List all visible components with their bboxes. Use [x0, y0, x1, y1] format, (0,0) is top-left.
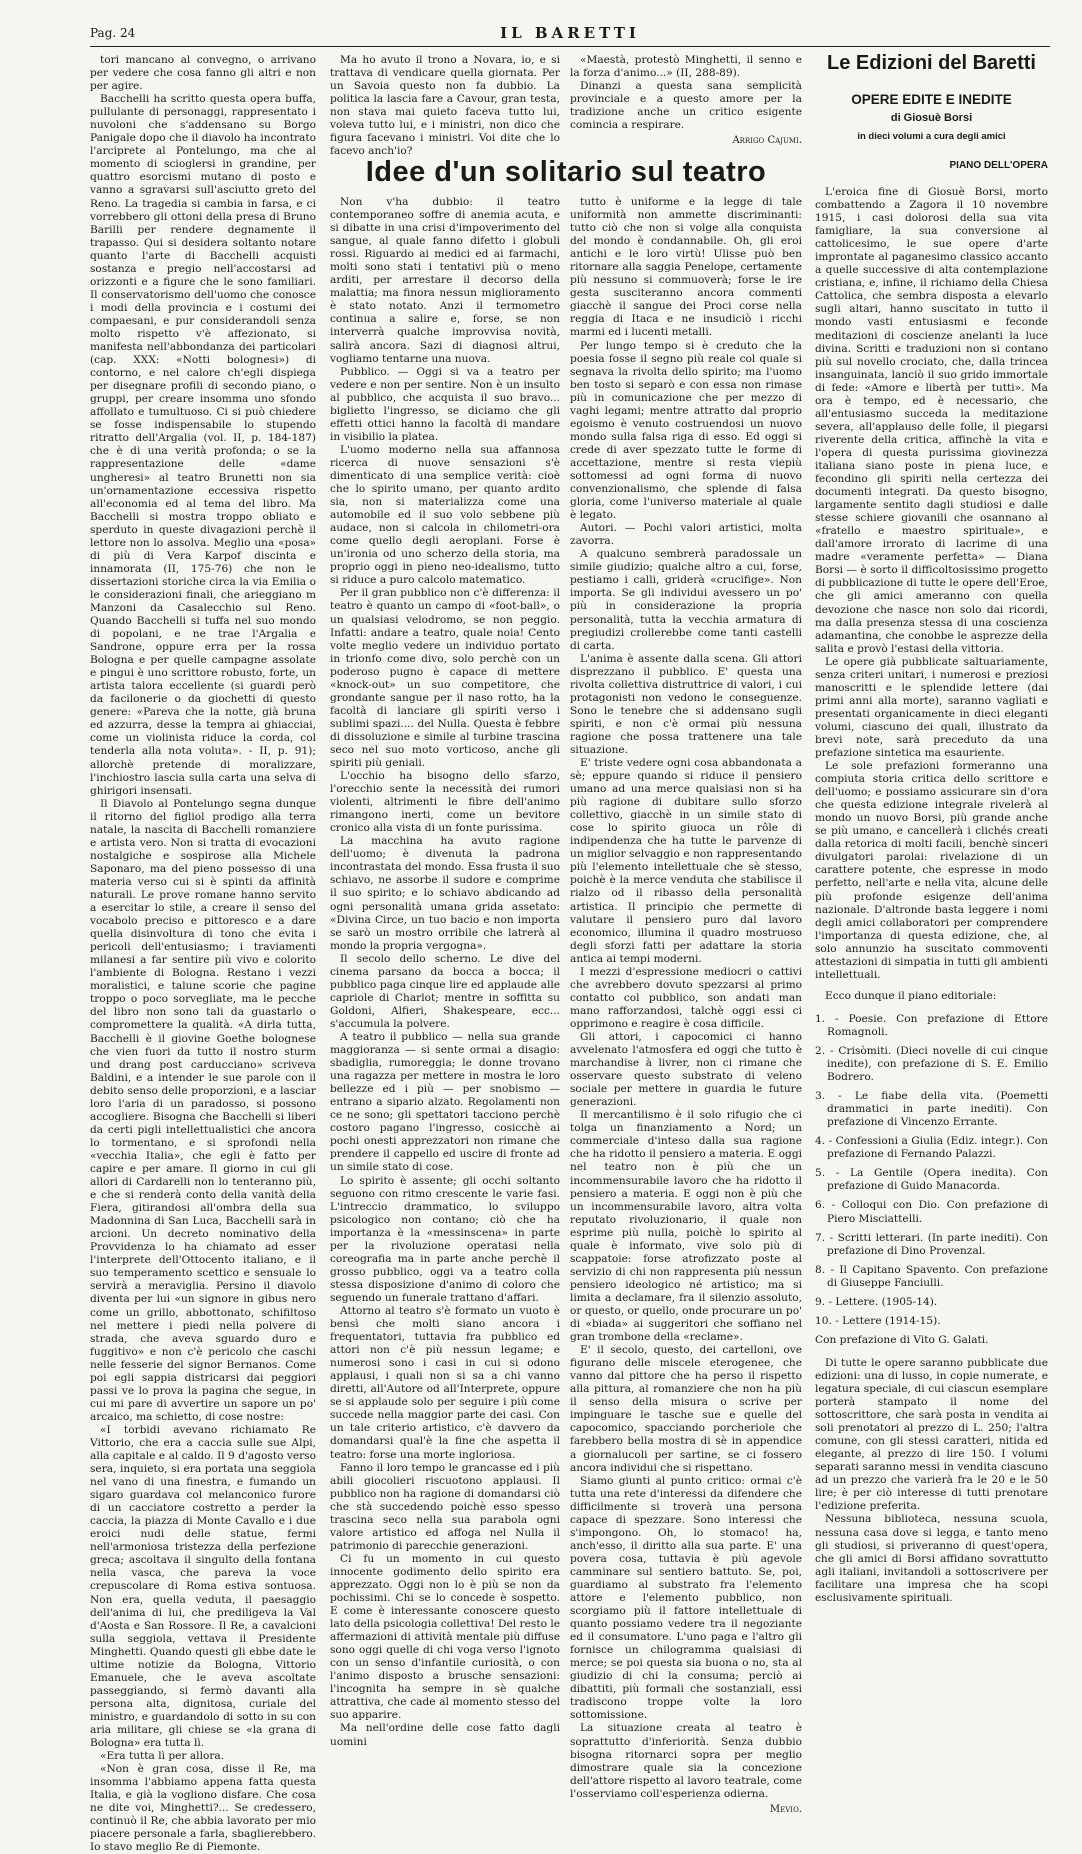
col1-paragraph: «Non è gran cosa, disse il Re, ma insomma l'abbiamo appena fatta questa Italia, e già la vogliono disfare. Che cosa ne dite voi, Minghetti?... Se credessero, continuò il Re, che abbia lavorato per mio piacere personale a farla, sbaglierebbero. Io stavo meglio Re di Piemonte.: [90, 1763, 316, 1854]
col1-paragraph: «I torbidi avevano richiamato Re Vittorio, che era a caccia sulle sue Alpi, alla capitale e al caldo. Il 9 d'agosto verso sera, inquieto, si era portata una seggiola nel vano di una finestra, e fumando un sigaro guardava col melanconico furore di un cacciatore costretto a perder la caccia, la piazza di Monte Cavallo e i due eroici nudi delle statue, fermi nell'armoniosa tristezza della perfezione greca; ascoltava il singulto della fontana nella vasca, che pareva la voce crepuscolare di Roma estiva sontuosa. Non era, quella veduta, il paesaggio dell'anima di lui, che prediligeva la Val d'Aosta e San Rossore. Il Re, a cavalcioni sulla seggiola, vettava il Presidente Minghetti. Quando questi gli ebbe date le ultime notizie da Bologna, Vittorio Emanuele, che le aveva ascoltate passeggiando, si fermò davanti alla persona alta, dignitosa, curiale del ministro, e guardandolo di sotto in su con aria militare, gli chiese se «la grana di Bologna» era tutta lì.: [90, 1423, 316, 1750]
col1-paragraph: Il Diavolo al Pontelungo segna dunque il ritorno del figliol prodigo alla terra natale, la nascita di Bacchelli romanziere e artista vero. Non si tratta di evocazioni nostalgiche e sospirose alla Michele Saponaro, ma del pieno possesso di una materia verso cui si è spinti da affinità naturali. Le prove romane hanno servito a esercitar lo stile, a creare il senso del vocabolo preciso e pittoresco e a dare quella disinvoltura di tono che evita i pericoli dell'entusiasmo; i traviamenti milanesi a far sentire più vivo e colorito l'ambiente di Bologna. Restano i vezzi moralistici, e talune scorie che pagine troppo o poco sorvegliate, ma le pecche del libro non sono tali da guastarlo o compromettere la qualità. «A dirla tutta, Bacchelli è il giovine Goethe bolognese che vien fuori da tutto il nostro sturm und drang post carducciano» scriveva Baldini, e a intender le sue parole con il debito senso delle proporzioni, e a lasciar loro l'aria di un paradosso, si possono accogliere. Bisogna che Bacchelli si liberi da certi pigli intellettualistici che ancora lo tormentano, e si sprofondi nella «vecchia Italia», che egli è fatto per capire e per amare. Il giorno in cui gli allori di Cardarelli non lo tenteranno più, e che si renderà conto della vanità della Fiera, gitirandosi all'ombra della sua Madonnina di San Luca, Bacchelli sarà in arcioni. Un decreto nominativo della Provvidenza lo ha chiamato ad esser l'interprete dell'Ottocento italiano, e il suo temperamento scettico e sensuale lo servirà a meraviglia. Persino il diavolo diventa per lui «un signore in gibus nero come un grillo, abbottonato, schifiltoso nel mettere i piedi nella polvere di strada, che aveva sguardo duro e fuggitivo» e non c'è pericolo che caschi nelle fesserie del signor Bernanos. Come poi egli sappia districarsi dai peggiori passi ve lo prova la pagina che segue, in cui mi pare di avvertire un sapore un po' arcaico, ma schietto, di cose nostre:: [90, 797, 316, 1423]
column-3-review-end: [570, 54, 802, 147]
article-paragraph: Siamo giunti al punto critico: ormai c'è tutta una rete d'interessi da difendere che difficilmente si troverà una persona capace di spezzare. Sono interessi che s'impongono. Oh, lo stomaco! ha, anch'esso, il diritto alla sua parte. E' una povera cosa, tuttavia è più agevole camminare sul sentiero battuto. Se, poi, guardiamo al substrato fra l'elemento attore e l'elemento pubblico, non scorgiamo più il fattore intellettuale di quanto possiamo vedere tra il negoziante ed il consumatore. L'uno paga e l'altro gli fornisce un chilogramma qualsiasi di merce; se poi questa sia buona o no, sta al giudizio di chi la consuma; perciò ai dibattiti, più formali che sostanziali, essi tradiscono troppe volte la loro sottomissione.: [570, 1474, 802, 1722]
volume-item: 2. - Crisòmiti. (Dieci novelle di cui cinque inedite), con prefazione di S. E. Emilio Bodrero.: [815, 1045, 1048, 1084]
column-1-review-continuation: [90, 54, 316, 1854]
article-paragraph: La situazione creata al teatro è soprattutto d'inferiorità. Senza dubbio bisogna ritornarci sopra per meglio dimostrare quale sia la concezione dell'attore rispetto al lavoro teatrale, come l'osserviamo coll'esperienza odierna.: [570, 1722, 802, 1800]
article-column-left: [330, 196, 560, 1748]
edizioni-subtitle: OPERE EDITE E INEDITE: [851, 92, 1012, 107]
edizioni-title: Le Edizioni del Baretti: [827, 52, 1036, 74]
article-paragraph: Lo spirito è assente; gli occhi soltanto seguono con ritmo crescente le varie fasi. L'intreccio drammatico, lo sviluppo psicologico non contano; ciò che ha importanza è la «messinscena» in parte per la rivoluzione operatasi nella coreografia ma in parte anche perchè il grosso pubblico, oggi va a teatro colla stessa disposizione d'animo di coloro che seguendo un funerale trattano d'affari.: [330, 1174, 560, 1304]
article-paragraph: La macchina ha avuto ragione dell'uomo; è divenuta la padrona incontrastata del mondo. Essa frusta il suo schiavo, ne assorbe il sudore e comprime il suo spirito; e lo schiavo abdicando ad ogni personalità umana grida assetato: «Divina Circe, un tuo bacio e non importa se sarò un mostro orribile che latrerà al mondo la propria vergogna».: [330, 835, 560, 952]
article-paragraph: Autori. — Pochi valori artistici, molta zavorra.: [570, 522, 802, 548]
article-paragraph: Ci fu un momento in cui questo innocente godimento dello spirito era apprezzato. Oggi non lo è più se non da pochissimi. Chi se lo concede è sospetto. E come è interessante conoscere questo lato della psicologia collettiva! Del resto le affermazioni di attività mentale più diffuse sono oggi quelle di chi voga verso l'ignoto con un senso d'infantile curiosità, o con l'animo disposto a brusche sensazioni: l'incognita ha sempre in sè qualche attrattiva, che cade al momento stesso del suo apparire.: [330, 1552, 560, 1722]
column-2-review-continuation: [330, 54, 560, 158]
article-paragraph: A teatro il pubblico — nella sua grande maggioranza — si sente ormai a disagio: sbadiglia, rumoreggia; le donne trovano una ragazza per mettere in mostra le loro bellezze ed i più — per snobismo — entrano a sipario alzato. Regolamenti non ce ne sono; gli spettatori tacciono perchè costoro pagano l'ingresso, cosicchè ai pochi onesti apprezzatori non rimane che prendere il cappello ed uscire di fronte ad un simile stato di cose.: [330, 1031, 560, 1174]
article-paragraph: Il mercantilismo è il solo rifugio che ci tolga un finanziamento a Nord; un commerciale d'inteso dalla sua ragione che ha ridotto il pensiero a materia. E oggi nel teatro non è più che un incommensurabile lavoro che ha ridotto il pensiero a materia. E oggi non è più che un incommensurabile lavoro, altra volta reputato rivoluzionario, il quale non esprime più nulla, poichè lo spirito al quale è informato, vive solo più di scappatoie: forse atrofizzato poste al servizio di chi non rappresenta più nessun pensiero ideologico né artistico; ma si limita a declamare, fra il silenzio assoluto, or questo, or quello, onde procurare un po' di «biada» ai suggeritori che soffiano nel gran trombone della «reclame».: [570, 1109, 802, 1344]
page-header: [90, 24, 1050, 47]
edizioni-paragraph: Le opere già pubblicate saltuariamente, senza criteri unitari, i numerosi e preziosi manoscritti e le splendide lettere (dai primi anni alla morte), saranno vagliati e presentati organicamente in dieci eleganti volumi, ciascuno dei quali, illustrato da brevi note, sarà preceduto da una prefazione sintetica ma esauriente.: [815, 655, 1048, 760]
volume-item: 7. - Scritti letterari. (In parte inediti). Con prefazione di Dino Provenzal.: [815, 1231, 1048, 1257]
volume-item: 9. - Lettere. (1905-14).: [815, 1295, 938, 1308]
newspaper-title: IL BARETTI: [500, 24, 640, 42]
volume-item: 4. - Confessioni a Giulia (Ediz. integr.). Con prefazione di Fernando Palazzi.: [815, 1135, 1048, 1161]
volume-item: Con prefazione di Vito G. Galati.: [815, 1333, 989, 1346]
review-signature: Arrigo Cajumi.: [732, 135, 802, 147]
edizioni-range: in dieci volumi a cura degli amici: [857, 131, 1006, 142]
article-paragraph: Per lungo tempo si è creduto che la poesia fosse il segno più reale col quale si segnava la rivolta dello spirito; ma l'uomo ben tosto si separò e con essa non rimase più in comunicazione che per mezzo di vaghi legami; mentre attratto dal proprio egoismo è venuto costruendosi un nuovo mondo sulla falsa riga di esso. Ed oggi si crede di aver spezzato tutte le forme di accettazione, mentre si resta viepiù sottomessi ad ogni forma di nuovo convenzionalismo, che splende di falsa gloria, come l'universo materiale al quale è legato.: [570, 339, 802, 522]
volume-item: 10. - Lettere (1914-15).: [815, 1314, 941, 1327]
article-paragraph: E' il secolo, questo, dei cartelloni, ove figurano delle miscele eterogenee, che vanno dal pittore che ha perso il rispetto alla pittura, al romanziere che non ha più il senso della misura o scrive per impinguare le tasche sue e quelle del capocomico, spacciando porcheriole che farebbero bella mostra di sè in appendice a giornalucoli per sartine, se ci fossero ancora individui che si rispettano.: [570, 1344, 802, 1474]
article-paragraph: L'anima è assente dalla scena. Gli attori disprezzano il pubblico. E' questa una rivolta collettiva distruttrice di valori, i cui protagonisti non vedono le conseguenze. Sono le tenebre che si addensano sugli spiriti, e non c'è ormai più nessuna ragione che possa trattenere una tale situazione.: [570, 652, 802, 756]
article-signature: Mevio.: [769, 1803, 802, 1815]
article-paragraph: I mezzi d'espressione mediocri o cattivi che avrebbero dovuto spezzarsi al primo contatto col pubblico, son andati man mano rafforzandosi, talchè oggi essi ci opprimono e reagire è cosa difficile.: [570, 965, 802, 1030]
article-paragraph: Non v'ha dubbio: il teatro contemporaneo soffre di anemia acuta, e si dibatte in una crisi d'impoverimento del sangue, al quale fanno difetto i globuli rossi. Riguardo ai medici ed ai farmachi, molti sono stati i tentativi più o meno arditi, per arrestare il decorso della malattia; ma finora nessun miglioramento è stato notato. Anzi il termometro continua a salire e, forse, se non interverrà qualche improvvisa novità, salirà ancora. Sazi di diagnosi altrui, vogliamo tentarne una nuova.: [330, 196, 560, 365]
edizioni-paragraph: L'eroica fine di Giosuè Borsi, morto combattendo a Zagora il 10 novembre 1915, i casi dolorosi della sua vita famigliare, la sua conversione al cattolicesimo, le sue opere d'arte improntate al paganesimo classico accanto a quelle successive di alta contemplazione cristiana, e, infine, il richiamo della Chiesa Cattolica, che sembra disposta a elevarlo sugli altari, hanno suscitato in tutto il mondo vasti entusiasmi e feconde meditazioni di coscienze anelanti la luce divina. Scritti e traduzioni non si contano più sul novello crociato, che, dalla trincea insanguinata, lanciò il suo grido immortale di fede: «Amore e libertà per tutti». Ma ora è tempo, ed è necessario, che all'entusiasmo succeda la meditazione severa, all'applauso delle folle, il piegarsi riverente della critica, affinchè la vita e l'opera di questa purissima giovinezza italiana siano poste in piena luce, e fecondino gli spiriti nella certezza dei documenti integrati. Da questo bisogno, largamente sentito dagli studiosi e dalle stesse schiere giovanili che osannano al «fratello e maestro spirituale», e dall'amore irrorato di lacrime di una madre «veramente perfetta» — Diana Borsi — è sorto il difficoltosissimo progetto di pubblicazione di tutte le opere dell'Eroe, che gli amici ameranno con quella devozione che nasce non solo dai ricordi, ma dalla presenza stessa di una coscienza adamantina, che conobbe le asprezze della salita e provò l'estasi della vittoria.: [815, 186, 1049, 655]
col1-paragraph: tori mancano al convegno, o arrivano per vedere che cosa fanno gli altri e non per agire.: [90, 54, 316, 93]
volume-item: 5. - La Gentile (Opera inedita). Con prefazione di Guido Manacorda.: [815, 1167, 1048, 1193]
article-column-right: [570, 196, 802, 1815]
col2-top-paragraph: Ma ho avuto il trono a Novara, io, e si trattava di vendicare quella giornata. Per un Savoia questo non fa dubbio. La politica la lascia fare a Cavour, gran testa, non stava mai quieto faceva tutto lui, voleva tutto lui, e i ministri, non dico che figura facevano i ministri. Voi dite che lo facevo anch'io?: [330, 54, 560, 158]
volume-item: 3. - Le fiabe della vita. (Poemetti drammatici in parte inediti). Con prefazione di Vincenzo Errante.: [815, 1090, 1048, 1129]
col3-top-paragraph: «Maestà, protestò Minghetti, il senno e la forza d'animo...» (II, 288-89).: [570, 54, 802, 80]
volume-item: 6. - Colloqui con Dio. Con prefazione di Piero Misciattelli.: [815, 1199, 1048, 1225]
article-paragraph: Il secolo dello scherno. Le dive del cinema parsano da bocca a bocca; il pubblico paga cinque lire ed applaude alle capriole di Charlot; mentre in soffitta su Goldoni, Alfieri, Shakespeare, ecc... s'accumula la polvere.: [330, 952, 560, 1030]
page-number: Pag. 24: [90, 26, 136, 40]
volume-item: 1. - Poesie. Con prefazione di Ettore Romagnoli.: [815, 1012, 1048, 1038]
article-paragraph: L'occhio ha bisogno dello sfarzo, l'orecchio sente la necessità dei rumori violenti, altrimenti le fibre dell'animo rimangono inerti, come un bevitore cronico alla vista di un fonte purissima.: [330, 770, 560, 835]
volume-list: [815, 1013, 1048, 1347]
article-paragraph: Gli attori, i capocomici ci hanno avvelenato l'atmosfera ed oggi che tutto è marchandise à livrer, non ci rimane che osservare questo substrato di veleno sociale per mettere in guardia le future generazioni.: [570, 1031, 802, 1109]
article-paragraph: L'uomo moderno nella sua affannosa ricerca di nuove sensazioni s'è dimenticato di una semplice verità: cioè che lo spirito umano, per quanto ardito sia, non si materializza come una automobile ed il suo volo sebbene più audace, non si calcola in chilometri-ora come quello degli aeroplani. Forse è un'ironia od uno scherzo della storia, ma proprio oggi in pieno neo-idealismo, tutto si riduce a puro calcolo matematico.: [330, 443, 560, 587]
edizioni-author: di Giosuè Borsi: [890, 112, 973, 124]
article-paragraph: Ma nell'ordine delle cose fatto dagli uomini: [330, 1722, 560, 1748]
article-paragraph: Pubblico. — Oggi si va a teatro per vedere e non per sentire. Non è un insulto al pubblico, che acquista il suo bravo... biglietto l'ingresso, se diciamo che gli effetti ottici hanno la facoltà di mandare in visibilio la platea.: [330, 365, 560, 443]
edizioni-paragraph: Di tutte le opere saranno pubblicate due edizioni: una di lusso, in copie numerate, e legatura speciale, di cui ciascun esemplare porterà stampato il nome del sottoscrittore, che sarà posta in vendita ai soli prenotatori al prezzo di L. 250; l'altra comune, con gli stessi caratteri, nitida ed elegante, al prezzo di lire 150. I volumi separati saranno messi in vendita ciascuno ad un prezzo che varierà fra le 20 e le 50 lire; è per ciò interesse di tutti prenotare l'edizione preferita.: [815, 1356, 1048, 1513]
article-paragraph: E' triste vedere ogni cosa abbandonata a sè; eppure quando si riduce il pensiero umano ad una merce qualsiasi non si ha più ragione di dubitare sullo sforzo collettivo, giacchè in un simile stato di cose lo spirito giuoca un rôle di indipendenza che ha tutte le parvenze di un miglior selvaggio e non rappresentando più l'elemento intellettuale che sè stesso, poichè è la merce venduta che stabilisce il rialzo od il ribasso della personalità artistica. Il principio che permette di valutare il pensiero puro dal lavoro economico, illumina il quadro mostruoso degli sforzi fatti per adattare la storia antica ai tempi moderni.: [570, 757, 802, 965]
edizioni-plan-heading: PIANO DELL'OPERA: [949, 160, 1048, 171]
volume-item: 8. - Il Capitano Spavento. Con prefazione di Giuseppe Fanciulli.: [815, 1263, 1048, 1289]
edizioni-column: [815, 186, 1049, 1604]
edizioni-paragraph: Ecco dunque il piano editoriale:: [825, 989, 997, 1002]
col3-top-paragraph: Dinanzi a questa sana semplicità provinciale e a questo amore per la tradizione anche un critico esigente comincia a respirare.: [570, 80, 802, 132]
edizioni-paragraph: Nessuna biblioteca, nessuna scuola, nessuna casa dove si legga, e tanto meno gli studiosi, si priveranno di quest'opera, che gli amici di Borsi affidano sovrattutto agli italiani, invitandoli a sottoscrivere per facilitare una impresa che ha scopi esclusivamente spirituali.: [815, 1513, 1048, 1604]
edizioni-paragraph: Le sole prefazioni formeranno una compiuta storia critica dello scrittore e dell'uomo; e possiamo assicurare sin d'ora che questa edizione integrale rivelerà al mondo un nuovo Borsi, più grande anche se più umano, e cancellerà i clichés creati dalla retorica di molti facili, benchè sinceri divulgatori parolai: rivelazione di un carattere potente, che espresse in modo perfetto, nell'arte e nella vita, alcune delle più profonde esigenze dell'anima nazionale. D'altronde basta leggere i nomi degli amici collaboratori per comprendere l'importanza di questa edizione, che, al solo annunzio ha suscitato commoventi attestazioni di simpatia in tutti gli ambienti intellettuali.: [815, 760, 1048, 981]
article-paragraph: Fanno il loro tempo le grancasse ed i più abili giocolieri riscuotono applausi. Il pubblico non ha ragione di domandarsi ciò che stà succedendo poichè esso spesso trascina seco nella sua parabola ogni valore artistico ed affoga nel Nulla il patrimonio di parecchie generazioni.: [330, 1461, 560, 1552]
article-paragraph: Attorno al teatro s'è formato un vuoto è bensì che molti siano ancora i frequentatori, tuttavia fra pubblico ed attori non c'è più nessun legame; e numerosi sono i casi in cui si odono applausi, i quali non si sa a chi vanno diretti, all'Autore od all'Interprete, oppure se si applaude solo per seguire i più come succede nella maggior parte dei casi. Con un tale criterio artistico, c'è davvero da domandarsi qual'è la fine che aspetta il teatro: forse una morte ingloriosa.: [330, 1304, 560, 1461]
col1-paragraph: «Era tutta lì per allora.: [100, 1750, 225, 1763]
article-title: Idee d'un solitario sul teatro: [365, 156, 767, 188]
article-paragraph: tutto è uniforme e la legge di tale uniformità non ammette discriminanti: tutto ciò che non si volge alla conquista del mondo è condannabile. Oh, gli eroi antichi e le loro virtù! Ulisse può ben ritornare alla saggia Penelope, certamente più nessuno si commuoverà; forse le ire gesta susciteranno ancora commenti giacchè il sangue dei Proci corse nella reggia di Itaca e ne insudiciò i ricchi marmi ed i lucenti metalli.: [570, 196, 802, 339]
col1-paragraph: Bacchelli ha scritto questa opera buffa, pullulante di personaggi, rappresentato i nuvoloni che s'addensano su Borgo Panigale dopo che il diavolo ha incontrato l'arciprete al Pontelungo, ma che al momento di scioglersi in grandine, per quattro esorcismi mutano di posto e vanno a sgravarsi sull'asciutto greto del Reno. La tragedia si cambia in farsa, e ci vorrebbero gli ottoni della presa di Bruno Barilli per rendere degnamente il trapasso. Qui si desidera soltanto notare quanto l'arte di Bacchelli acquisti sostanza e pregio nell'accostarsi ad orizzonti e a figure che le sono familiari. Il conservatorismo dell'uomo che conosce i modi della provincia e i costumi dei compaesani, e pur considerandoli senza molto rispetto v'è affezionato, si manifesta nell'abbondanza dei particolari (cap. XXX: «Notti bolognesi») di contorno, e nel calore ch'egli dispiega per disegnare profili di secondo piano, o gruppi, per creare insomma uno sfondo affollato e tumultuoso. Ci si può chiedere se fosse indispensabile lo stupendo ritratto dell'Argalia (vol. II, p. 184-187) che è di una verità profonda; o se la rappresentazione delle «dame ungheresi» al teatro Brunetti non sia un'ornamentazione eccessiva rispetto all'economia ed al tema del libro. Ma Bacchelli si mostra troppo obliato e sperduto in queste divagazioni perchè il lettore non lo assolva. Meglio una «posa» di più di Vera Karpof discinta e innamorata (II, 175-76) che non le dissertazioni storiche circa la via Emilia o le considerazioni finali, che arieggiano m Manzoni da Casalecchio sul Reno. Quando Bacchelli si tuffa nel suo mondo di popolani, e ne trae l'Argalia e Sandrone, oppure erra per la rossa Bologna e per quelle campagne assolate e pingui è uno scrittore robusto, forte, un artista talora eccellente (si guardi però da facilonerie o da giochetti di questo genere: «Pareva che la notte, già bruna ed azzurra, desse la tempra ai ghiacciai, come un violinista riduce la corda, col tenderla alla nota voluta». - II, p. 91); allorchè pretende di moralizzare, l'inchiostro lascia sulla carta una selva di ghirigori insensati.: [90, 93, 316, 797]
article-paragraph: A qualcuno sembrerà paradossale un simile giudizio; qualche altro a cui, forse, pestiamo i calli, griderà «crucifige». Non importa. Se gli individui avessero un po' più in considerazione la propria personalità, tutta la vecchia armatura di pregiudizi crollerebbe come tanti castelli di carta.: [570, 548, 802, 652]
article-paragraph: Per il gran pubblico non c'è differenza: il teatro è quanto un campo di «foot-ball», o un qualsiasi velodromo, se non peggio. Infatti: andare a teatro, quale noia! Cento volte meglio vedere un individuo portato in trionfo come divo, solo perchè con un poderoso pugno è capace di mettere «knock-out» un suo competitore, che grondante sangue per il naso rotto, ha la facoltà di lanciare gli spiriti verso i sublimi spazi.... del Nulla. Questa è febbre di dissoluzione e simile al turbine trascina seco nel suo moto vorticoso, anche gli spiriti più geniali.: [330, 587, 560, 770]
